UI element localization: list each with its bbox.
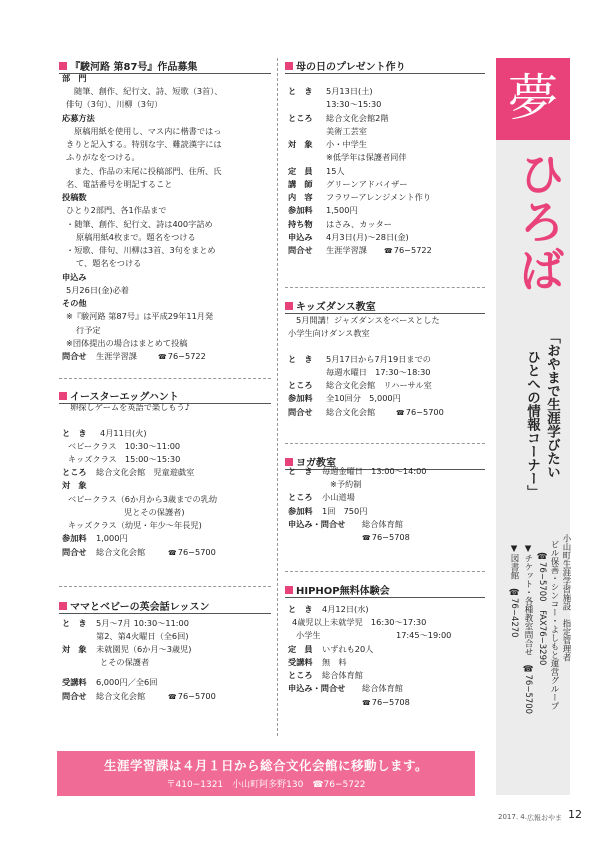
body-text: 総合文化会館 — [96, 547, 146, 557]
bullet-square-icon — [285, 62, 293, 70]
divider — [285, 73, 485, 74]
body-text: 4月3日(月)〜28日(金) — [326, 232, 409, 242]
body-text: いずれも20人 — [322, 644, 374, 654]
divider — [285, 597, 485, 598]
body-text: ・随筆、創作、紀行文、詩は400字詰め — [66, 219, 213, 229]
body-text: 卵探しゲームを英語で楽しもう♪ — [70, 402, 190, 412]
body-text: 原稿用紙4枚まで。題名をつける — [76, 232, 196, 242]
bullet-square-icon — [59, 62, 67, 70]
body-text: 原稿用紙を使用し、マス内に楷書ではっ — [74, 126, 222, 136]
body-text: フラワーアレンジメント作り — [326, 192, 432, 202]
field-label: 対 象 — [62, 480, 87, 490]
field-label: 講 師 — [288, 179, 313, 189]
body-text: ※団体提出の場合はまとめて投稿 — [66, 338, 188, 348]
section-title-surugaji: 『駿河路 第87号』作品募集 — [59, 58, 197, 73]
body-text: 無 料 — [322, 657, 347, 667]
body-text: はさみ、カッター — [326, 219, 392, 229]
bullet-square-icon — [285, 586, 293, 594]
body-text: キッズクラス（幼児・年少〜年長児) — [68, 520, 202, 530]
phone-number: ☎ 76−5708 — [362, 531, 410, 545]
sidebar-subtitle-2: ひとへの情報コーナー」 — [524, 350, 540, 499]
field-label: 問合せ — [62, 691, 87, 701]
field-label: 申込み — [62, 272, 87, 282]
field-label: その他 — [62, 298, 87, 308]
body-text: 全10回分 5,000円 — [326, 393, 401, 403]
field-label: 投稿数 — [62, 192, 87, 202]
body-text: 1,000円 — [96, 533, 128, 543]
body-text: きりと記入する。特別な字、難読漢字には — [66, 139, 222, 149]
phone-number: ☎ 76−5722 — [158, 350, 206, 364]
sidebar-info-library: ▼図書館 ☎76−4270 — [509, 544, 519, 638]
body-text: ひとり2部門、各1作品まで — [66, 205, 167, 215]
field-label: と き — [288, 354, 313, 364]
body-text: 毎週水曜日 17:30〜18:30 — [326, 367, 431, 377]
sidebar-info-manager: ビル保善・シンコー・よしもと運営グループ — [549, 540, 559, 710]
field-label: 対 象 — [288, 139, 313, 149]
bullet-square-icon — [59, 602, 67, 610]
phone-number: ☎ 76−5700 — [168, 690, 216, 704]
field-label: と き — [288, 86, 313, 96]
sidebar-info-facility: 小山町生涯学習施設 指定管理者 — [561, 534, 571, 662]
body-text: ・短歌、俳句、川柳は3首、3句をまとめ — [66, 245, 216, 255]
body-text: 総合体育館 — [362, 519, 403, 529]
body-text: 小・中学生 — [326, 139, 367, 149]
bullet-square-icon — [59, 392, 67, 400]
field-label: 受講料 — [288, 657, 313, 667]
field-label: 申込み — [288, 232, 313, 242]
page-number: 12 — [568, 808, 582, 821]
body-text: 4月11日(火) — [100, 428, 147, 438]
sidebar-subtitle-1: 「おやまで生涯学びたい — [544, 330, 560, 479]
body-text: 5月13日(土) — [326, 86, 373, 96]
body-text: 総合文化会館 リハーサル室 — [326, 380, 432, 390]
dashed-divider — [285, 443, 485, 444]
section-title-yoga: ヨガ教室 — [285, 454, 336, 469]
divider — [59, 613, 271, 614]
field-label: 問合せ — [62, 351, 87, 361]
field-label: 申込み・問合せ — [288, 519, 346, 529]
body-text: ふりがなをつける。 — [66, 152, 140, 162]
body-text: また、作品の末尾に投稿部門、住所、氏 — [74, 166, 222, 176]
body-text: 5月〜7月 10:30〜11:00 — [96, 618, 189, 628]
field-label: 参加料 — [62, 533, 87, 543]
divider — [59, 73, 271, 74]
body-text: ベビークラス（6か月から3歳までの乳幼 — [68, 494, 218, 504]
field-label: ところ — [288, 113, 313, 123]
body-text: 1回 750円 — [322, 506, 368, 516]
field-label: ところ — [288, 492, 313, 502]
body-text: 児とその保護者) — [124, 507, 185, 517]
field-label: 参加料 — [288, 506, 313, 516]
phone-number: ☎ 76−5700 — [396, 406, 444, 420]
body-text: ベビークラス 10:30〜11:00 — [68, 441, 181, 451]
body-text: 第2、第4火曜日（全6回) — [96, 631, 189, 641]
body-text: 総合体育館 — [322, 670, 363, 680]
body-text: 総合文化会館 児童遊戯室 — [96, 467, 195, 477]
phone-number: ☎ 76−5700 — [168, 546, 216, 560]
column-divider — [277, 58, 278, 736]
field-label: 内 容 — [288, 192, 313, 202]
banner-address: 〒410−1321 小山町阿多野130 ☎76−5722 — [166, 780, 366, 790]
field-label: 定 員 — [288, 166, 313, 176]
body-text: キッズクラス 15:00〜15:30 — [68, 454, 181, 464]
field-label: 部 門 — [62, 73, 87, 83]
body-text: グリーンアドバイザー — [326, 179, 408, 189]
field-label: と き — [62, 618, 87, 628]
body-text: 生涯学習課 — [96, 351, 137, 361]
dashed-divider — [59, 378, 271, 379]
footer-date: 2017. 4. — [498, 813, 527, 821]
field-label: 申込み・問合せ — [288, 683, 346, 693]
phone-number: ☎ 76−5722 — [384, 244, 432, 258]
field-label: 対 象 — [62, 644, 87, 654]
field-label: と き — [62, 428, 87, 438]
phone-number: ☎ 76−5708 — [362, 696, 410, 710]
sidebar-title-hiroba: ひろば — [512, 150, 566, 294]
field-label: ところ — [62, 467, 87, 477]
section-title-hiphop: HIPHOP無料体験会 — [285, 582, 390, 597]
sidebar-info-phone: ☎76−5700 FAX76−3290 — [537, 552, 547, 666]
section-title-easter: イースターエッグハント — [59, 388, 179, 403]
body-text: ※低学年は保護者同伴 — [326, 152, 407, 162]
body-text: 5月開講！ジャズダンスをベースとした — [296, 315, 440, 325]
body-text: 俳句（3句）、川柳（3句） — [66, 99, 163, 109]
body-text: 行予定 — [76, 325, 101, 335]
body-text: 総合体育館 — [362, 683, 403, 693]
relocation-banner — [57, 751, 475, 796]
body-text: 生涯学習課 — [326, 245, 367, 255]
body-text: とその保護者 — [100, 657, 150, 667]
bullet-square-icon — [285, 302, 293, 310]
field-label: 問合せ — [62, 547, 87, 557]
body-text: 小学生向けダンス教室 — [288, 328, 370, 338]
body-text: 名、電話番号を明記すること — [66, 179, 173, 189]
body-text: 毎週金曜日 13:00〜14:00 — [322, 466, 427, 476]
body-text: 小学生 — [296, 630, 321, 640]
body-text: 4月12日(水) — [322, 604, 369, 614]
banner-headline: 生涯学習課は４月１日から総合文化会館に移動します。 — [103, 758, 428, 773]
section-title-mamababy: ママとベビーの英会話レッスン — [59, 598, 210, 613]
footer-magazine: 広報おやま — [527, 814, 562, 822]
body-text: 13:30〜15:30 — [326, 99, 382, 109]
body-text: ※『駿河路 第87号』は平成29年11月発 — [66, 311, 214, 321]
body-text: 4歳児以上未就学児 16:30〜17:30 — [292, 617, 427, 627]
body-text: 小山道場 — [322, 492, 355, 502]
body-text: て、題名をつける — [76, 258, 142, 268]
body-text: 5月17日から7月19日までの — [326, 354, 431, 364]
body-text: 5月26日(金)必着 — [66, 285, 129, 295]
body-text: 随筆、創作、紀行文、詩、短歌（3首）、 — [74, 86, 223, 96]
field-label: 定 員 — [288, 644, 313, 654]
section-title-mothersday: 母の日のプレゼント作り — [285, 58, 406, 73]
body-text: 1,500円 — [326, 205, 358, 215]
dashed-divider — [285, 287, 485, 288]
body-text: 15人 — [326, 166, 345, 176]
body-text: 未就園児（6か月〜3歳児) — [96, 644, 192, 654]
field-label: ところ — [288, 380, 313, 390]
dashed-divider — [285, 571, 485, 572]
body-text: 総合文化会館 — [326, 407, 376, 417]
field-label: と き — [288, 466, 313, 476]
dashed-divider — [59, 586, 271, 587]
sidebar-info-tickets: ▼チケット・各種教室問合せ ☎76−5700 — [523, 544, 533, 715]
field-label: 受講料 — [62, 677, 87, 687]
field-label: 参加料 — [288, 205, 313, 215]
field-label: 持ち物 — [288, 219, 313, 229]
field-label: 応募方法 — [62, 113, 95, 123]
section-title-kidsdance: キッズダンス教室 — [285, 298, 376, 313]
field-label: 参加料 — [288, 393, 313, 403]
field-label: と き — [288, 604, 313, 614]
body-text: 総合文化会館 — [96, 691, 146, 701]
body-text: 6,000円／全6回 — [96, 677, 158, 687]
sidebar-title-dream: 夢 — [496, 58, 570, 140]
field-label: 問合せ — [288, 245, 313, 255]
body-text: 美術工芸室 — [326, 126, 367, 136]
body-text: 総合文化会館2階 — [326, 113, 389, 123]
field-label: 問合せ — [288, 407, 313, 417]
body-text: 17:45〜19:00 — [396, 630, 452, 640]
body-text: ※予約制 — [330, 479, 362, 489]
field-label: ところ — [288, 670, 313, 680]
